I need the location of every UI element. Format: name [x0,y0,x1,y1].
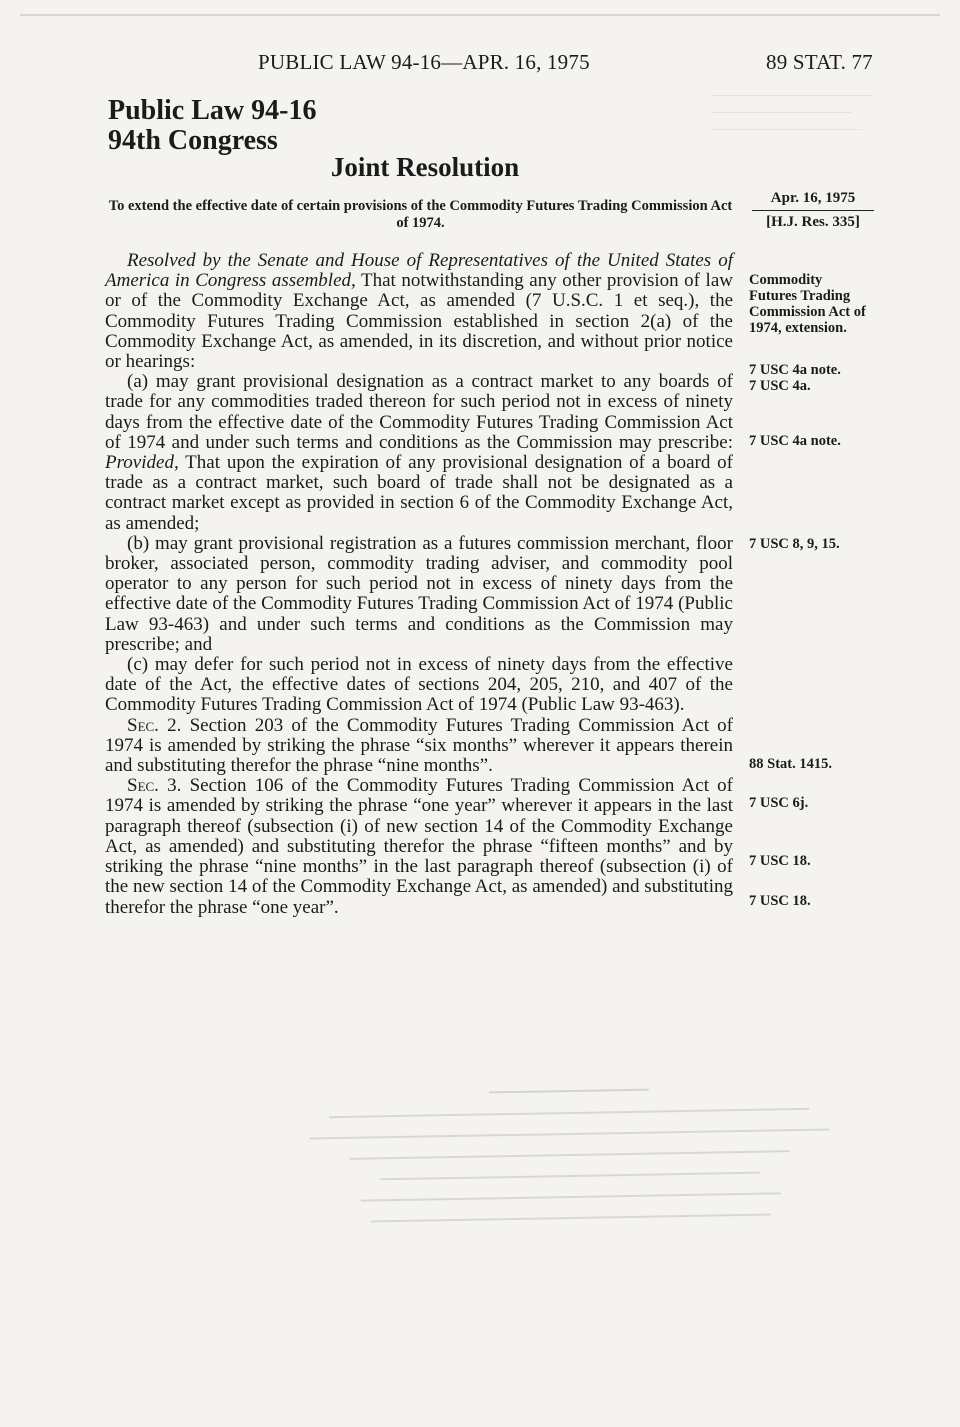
enacting-paragraph [105,251,733,372]
scan-edge-line [20,14,940,16]
margin-note-usc-8-9-15: 7 USC 8, 9, 15. [749,536,840,552]
law-title-block [108,96,316,156]
paragraph-c: (c) may defer for such period not in excess of ninety days from the effective date of the Act, the effective dates of sections 204, 205, 210, and 407 of the Commodity Futures Trading Commission Act of 1974 (Public Law 93-463). [105,654,733,716]
provided-word: Provided, [105,452,179,474]
enactment-date: Apr. 16, 1975 [752,190,874,211]
margin-note-usc-4a-note-1: 7 USC 4a note. [749,362,841,378]
margin-note-usc-18-1: 7 USC 18. [749,853,811,869]
running-head [0,48,960,78]
bill-number: [H.J. Res. 335] [766,214,860,230]
stat-page-number: 89 STAT. 77 [766,50,873,74]
resolution-body [105,251,733,918]
public-law-number: Public Law 94-16 [108,95,317,126]
margin-note-88-stat: 88 Stat. 1415. [749,756,832,772]
resolution-heading: Joint Resolution [330,152,520,182]
purpose-clause: To extend the effective date of certain provisions of the Commodity Futures Trading Commission Act of 1974. [108,198,733,231]
margin-note-usc-18-2: 7 USC 18. [749,893,811,909]
bleed-through-ghost-text [712,95,892,225]
section-2 [105,716,733,777]
section-3-label: Sec. 3. [127,775,182,797]
margin-note-usc-6j: 7 USC 6j. [749,795,809,811]
margin-note-topic: Commodity Futures Trading Commission Act of 1974, extension. [749,272,866,336]
paragraph-a-rest: That upon the expiration of any provisional designation of a board of trade as a contract market, such board of trade shall not be designated as a contract market except as provided in section 6 of the Commodity Exchange Act, as amended; [105,452,733,534]
paragraph-b: (b) may grant provisional registration as a futures commission merchant, floor broker, associated person, commodity trading adviser, and commodity pool operator to any person for such period not in excess of ninety days from the effective date of the Commodity Futures Trading Commission Act of 1974 (Public Law 93-463) and under such terms and conditions as the Commission may prescribe; and [105,532,733,655]
paragraph-a-text: (a) may grant provisional designation as a contract market to any boards of trade for any commodities traded thereon for such period not in excess of ninety days from the effective date of the Commodity Futures Trading Commission Act of 1974 and under such terms and conditions as the Commission may prescribe: [105,371,733,453]
enacting-clause: Resolved by the Senate and House of Representatives of the United States of America in Congress assembled, [105,250,733,292]
section-3 [105,776,733,917]
intro-text: That notwithstanding any other provision of law or of the Commodity Exchange Act, as amended (7 U.S.C. 1 et seq.), the Commodity Futures Trading Commission established in section 2(a) of the Commodity Exchange Act, as amended, in its discretion, and without prior notice or hearings: [105,270,733,373]
section-2-text: Section 203 of the Commodity Futures Trading Commission Act of 1974 is amended by striking the phrase “six months” wherever it appears therein and substituting therefor the phrase “nine months”. [105,714,733,777]
section-2-label: Sec. 2. [127,714,182,736]
section-3-text: Section 106 of the Commodity Futures Trading Commission Act of 1974 is amended by striking the phrase “one year” wherever it appears in the last paragraph thereof (subsection (i) of new section 14 of the Commodity Exchange Act, as amended) and substituting therefor the phrase “fifteen months” and by striking the phrase “nine months” in the last paragraph thereof (subsection (i) of the new section 14 of the Commodity Exchange Act, as amended) and substituting therefor the phrase “one year”. [105,775,733,918]
margin-note-usc-4a-note-2: 7 USC 4a note. [749,433,841,449]
margin-note-usc-4a: 7 USC 4a. [749,378,811,394]
running-head-title: PUBLIC LAW 94-16—APR. 16, 1975 [258,50,590,74]
congress-label: 94th Congress [108,125,278,156]
paragraph-a [105,372,733,534]
bleed-through-legislative-history [289,1085,851,1235]
